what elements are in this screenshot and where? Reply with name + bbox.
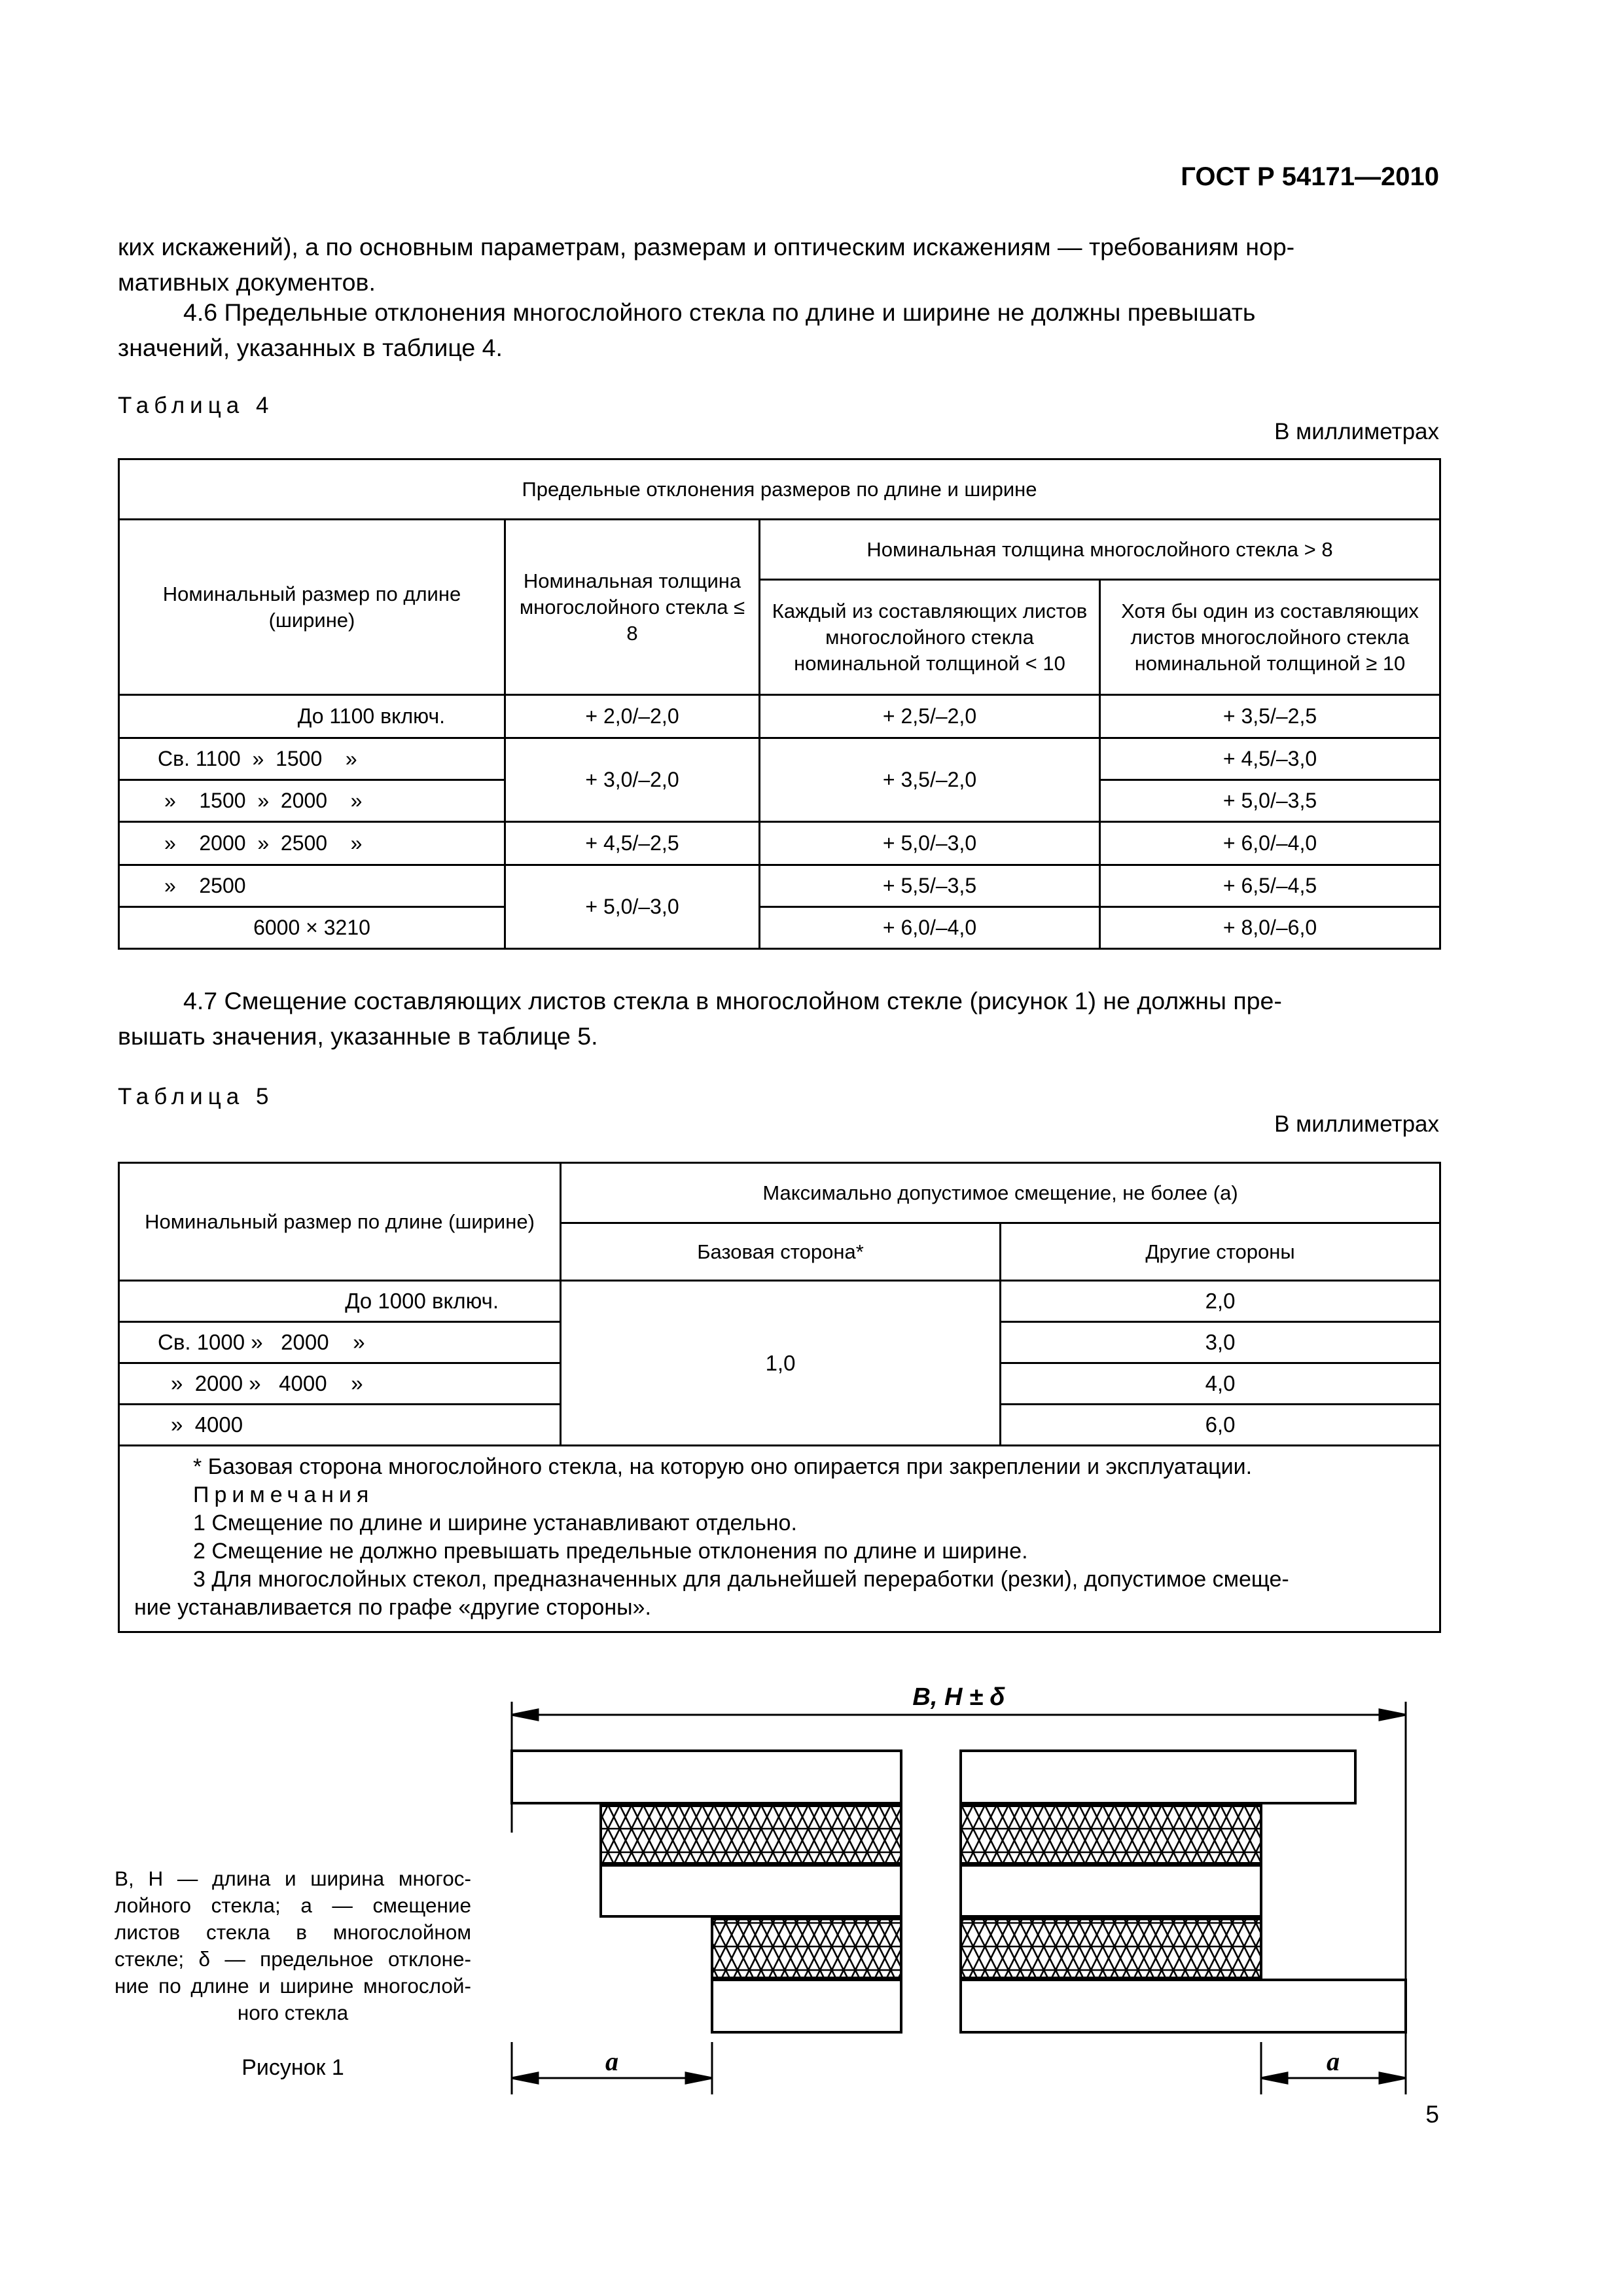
table-cell: + 5,5/–3,5 xyxy=(760,865,1100,907)
table-cell: До 1000 включ. xyxy=(119,1281,561,1322)
figure-legend xyxy=(115,1865,471,2026)
interlayer-lower-left xyxy=(712,1919,901,1978)
figure-caption: Рисунок 1 xyxy=(241,2055,344,2080)
glass-sheet-bottom-left xyxy=(712,1980,901,2032)
note: ние устанавливается по графе «другие стороны». xyxy=(134,1595,651,1620)
note: 1 Смещение по длине и ширине устанавливают отдельно. xyxy=(193,1511,797,1535)
table-cell: + 5,0/–3,5 xyxy=(1100,780,1440,822)
table5-header-size: Номинальный размер по длине (ширине) xyxy=(119,1163,561,1281)
glass-sheet-bottom-right xyxy=(961,1980,1406,2032)
text-line: мативных документов. xyxy=(118,268,376,296)
table4-title: Предельные отклонения размеров по длине и ширине xyxy=(119,459,1440,520)
text-line: значений, указанных в таблице 4. xyxy=(118,334,503,361)
table-cell: Св. 1000 » 2000 » xyxy=(119,1322,561,1363)
legend-line: ние по длине и ширине многослой- xyxy=(115,1974,471,1998)
footnote: * Базовая сторона многослойного стекла, на которую оно опирается при закреплении и эксплуатации. xyxy=(193,1454,1253,1479)
table-cell: » 4000 xyxy=(119,1405,561,1446)
table5-header-max: Максимально допустимое смещение, не более (а) xyxy=(561,1163,1440,1223)
table4-header-each: Каждый из составляющих листов многослойного стекла номинальной толщиной < 10 xyxy=(760,580,1100,695)
document-header: ГОСТ Р 54171—2010 xyxy=(1181,162,1439,191)
table-cell: + 3,0/–2,0 xyxy=(505,738,760,822)
page-number: 5 xyxy=(1425,2101,1439,2128)
arrow-icon xyxy=(1380,1710,1406,1720)
table-4 xyxy=(118,458,1441,950)
text-line: ких искажений), а по основным параметрам, размерам и оптическим искажениям — требованиям нор- xyxy=(118,233,1295,260)
table-cell: + 5,0/–3,0 xyxy=(505,865,760,949)
table-cell: 4,0 xyxy=(1001,1363,1440,1405)
table-cell: + 3,5/–2,5 xyxy=(1100,695,1440,738)
interlayer-left xyxy=(601,1806,901,1863)
arrow-icon xyxy=(1261,2073,1287,2083)
table5-header-base: Базовая сторона* xyxy=(561,1223,1001,1281)
table-cell: + 6,0/–4,0 xyxy=(1100,822,1440,865)
table-cell: Св. 1100 » 1500 » xyxy=(119,738,505,780)
table4-units: В миллиметрах xyxy=(1274,419,1439,444)
table-cell: + 6,0/–4,0 xyxy=(760,907,1100,949)
table5-units: В миллиметрах xyxy=(1274,1111,1439,1137)
figure-laminated-glass-diagram xyxy=(484,1676,1414,2094)
text-line: 4.6 Предельные отклонения многослойного стекла по длине и ширине не должны превышать xyxy=(183,298,1256,326)
table-cell: + 2,5/–2,0 xyxy=(760,695,1100,738)
arrow-icon xyxy=(1380,2073,1406,2083)
table4-header-thick: Номинальная толщина многослойного стекла > 8 xyxy=(760,520,1440,580)
glass-sheet-middle-right xyxy=(961,1865,1261,1916)
text-line: вышать значения, указанные в таблице 5. xyxy=(118,1022,598,1050)
table-cell: » 2000 » 2500 » xyxy=(119,822,505,865)
table-cell: » 2500 xyxy=(119,865,505,907)
glass-sheet-top-left xyxy=(512,1751,901,1803)
legend-line: стекле; δ — предельное отклоне- xyxy=(115,1947,471,1971)
dimension-label-total: B, H ± δ xyxy=(912,1683,1005,1711)
arrow-icon xyxy=(512,2073,538,2083)
interlayer-right xyxy=(961,1806,1261,1863)
table-cell: 3,0 xyxy=(1001,1322,1440,1363)
arrow-icon xyxy=(512,1710,538,1720)
table-cell: 2,0 xyxy=(1001,1281,1440,1322)
glass-sheet-top-right xyxy=(961,1751,1355,1803)
table-cell: + 8,0/–6,0 xyxy=(1100,907,1440,949)
notes-title: Примечания xyxy=(193,1482,374,1507)
table4-header-any: Хотя бы один из составляющих листов многослойного стекла номинальной толщиной ≥ 10 xyxy=(1100,580,1440,695)
interlayer-lower-right xyxy=(961,1919,1261,1978)
table-cell: + 4,5/–2,5 xyxy=(505,822,760,865)
table5-header-other: Другие стороны xyxy=(1001,1223,1440,1281)
legend-line: ного стекла xyxy=(237,2001,349,2024)
table5-caption: Таблица 5 xyxy=(118,1084,274,1109)
table-5 xyxy=(118,1162,1441,1633)
table-cell: До 1100 включ. xyxy=(119,695,505,738)
note: 2 Смещение не должно превышать предельные отклонения по длине и ширине. xyxy=(193,1539,1028,1564)
legend-line: листов стекла в многослойном xyxy=(115,1920,471,1944)
table4-caption: Таблица 4 xyxy=(118,393,274,418)
paragraph-4-7 xyxy=(118,983,1439,1054)
legend-line: лойного стекла; а — смещение xyxy=(115,1893,471,1917)
paragraph-4-6 xyxy=(118,295,1439,365)
dimension-label-offset: a xyxy=(1327,2047,1340,2076)
table4-header-size: Номинальный размер по длине (ширине) xyxy=(119,520,505,695)
table-cell: » 2000 » 4000 » xyxy=(119,1363,561,1405)
table4-header-thin: Номинальная толщина многослойного стекла ≤ 8 xyxy=(505,520,760,695)
table-cell: 6000 × 3210 xyxy=(119,907,505,949)
table-cell: + 5,0/–3,0 xyxy=(760,822,1100,865)
table5-notes xyxy=(119,1446,1440,1632)
table-cell: + 6,5/–4,5 xyxy=(1100,865,1440,907)
paragraph-continuation xyxy=(118,229,1439,300)
table-cell: » 1500 » 2000 » xyxy=(119,780,505,822)
table-cell: + 2,0/–2,0 xyxy=(505,695,760,738)
arrow-icon xyxy=(686,2073,712,2083)
table-cell: + 3,5/–2,0 xyxy=(760,738,1100,822)
glass-sheet-middle-left xyxy=(601,1865,901,1916)
note: 3 Для многослойных стекол, предназначенных для дальнейшей переработки (резки), допустимое смеще- xyxy=(193,1567,1289,1592)
text-line: 4.7 Смещение составляющих листов стекла в многослойном стекле (рисунок 1) не должны пре- xyxy=(183,987,1282,1014)
table-cell: 1,0 xyxy=(561,1281,1001,1446)
table-cell: 6,0 xyxy=(1001,1405,1440,1446)
dimension-label-offset: a xyxy=(605,2047,618,2076)
table-cell: + 4,5/–3,0 xyxy=(1100,738,1440,780)
legend-line: B, H — длина и ширина многос- xyxy=(115,1867,471,1890)
